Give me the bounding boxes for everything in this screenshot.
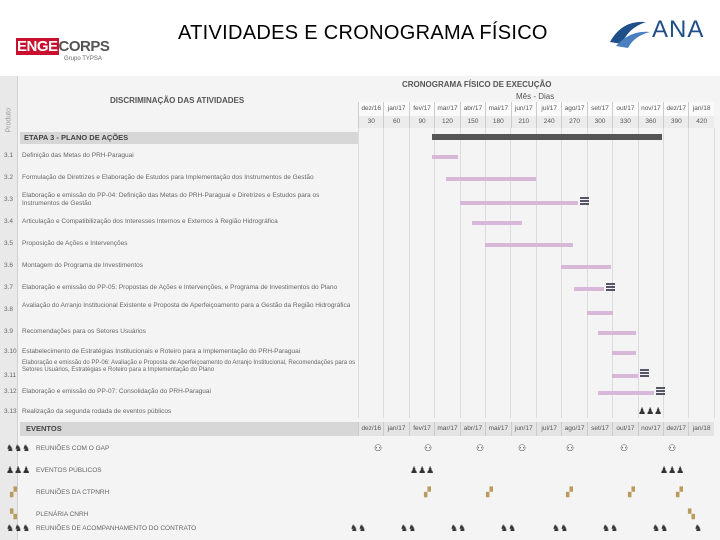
etapa-header: ETAPA 3 - PLANO DE AÇÕES [20,132,358,144]
meeting-icon: ⚇ [518,443,527,453]
slide-header [0,0,720,72]
month-cell: ago/17 [561,422,586,436]
activity-row [0,146,720,168]
day-cell: 180 [485,116,510,128]
month-cell: jun/17 [511,102,536,116]
month-cell: jan/18 [688,102,713,116]
ctpnrh-meeting-icon: ▞ [628,487,635,497]
event-row-public [0,460,720,482]
activity-text: Formulação de Diretrizes e Elaboração de Estudos para Implementação dos Instrumentos de Gestão [22,174,314,181]
activity-text: Montagem do Programa de Investimentos [22,262,144,269]
activity-bar [574,287,604,291]
activity-text: Avaliação do Arranjo Institucional Existente e Proposta de Aperfeiçoamento para a Gestão da Região Hidrográfica [22,302,351,309]
gantt-sheet [0,76,720,540]
cronograma-heading: CRONOGRAMA FÍSICO DE EXECUÇÃO [402,80,552,89]
activity-number: 3.10 [4,348,17,355]
contract-meeting-icon: ♞♞ [450,523,467,533]
public-event-icon: ♟♟♟ [6,465,31,475]
activity-number: 3.6 [4,262,14,269]
deliverable-doc-icon [656,386,666,396]
deliverable-doc-icon [640,368,650,378]
activity-row [0,402,720,424]
activity-number: 3.8 [4,306,14,313]
activity-text: Definição das Metas do PRH-Paraguai [22,152,134,159]
activity-number: 3.13 [4,408,17,415]
month-cell: nov/17 [638,422,663,436]
activity-text: Proposição de Ações e Intervenções [22,240,128,247]
event-label: REUNIÕES DA CTPNRH [36,489,110,496]
month-cell: dez/17 [663,102,688,116]
activity-number: 3.5 [4,240,14,247]
activity-number: 3.7 [4,284,14,291]
plenary-icon: ▚ [688,509,695,519]
activity-row [0,362,720,384]
activity-bar [612,374,638,378]
event-label: REUNIÕES DE ACOMPANHAMENTO DO CONTRATO [36,525,197,532]
event-label: EVENTOS PÚBLICOS [36,467,102,474]
month-cell: jan/18 [688,422,713,436]
activity-bar [587,311,613,315]
activity-row [0,212,720,234]
month-cell: nov/17 [638,102,663,116]
month-cell: mar/17 [434,102,459,116]
day-cell: 30 [358,116,383,128]
day-cell: 210 [511,116,536,128]
ctpnrh-meeting-icon: ▞ [676,487,683,497]
activity-text: Elaboração e emissão do PP-07: Consolidação do PRH-Paraguai [22,388,211,395]
activity-text: Articulação e Compatibilização dos Interesses Internos e Externos à Região Hidrográfica [22,218,278,225]
events-header: EVENTOS [20,422,358,436]
ctpnrh-meeting-icon: ▞ [486,487,493,497]
day-cell: 120 [434,116,459,128]
meeting-icon: ⚇ [476,443,485,453]
event-row-acompanhamento [0,518,720,540]
activity-row [0,382,720,404]
activity-bar [612,351,636,355]
ctpnrh-meeting-icon: ▞ [424,487,431,497]
day-cell: 60 [383,116,408,128]
month-cell: dez/16 [358,102,383,116]
activity-bar [598,391,654,395]
activity-number: 3.9 [4,328,14,335]
day-cell: 360 [638,116,663,128]
activity-row [0,190,720,212]
activity-text: Estabelecimento de Estratégias Institucionais e Roteiro para a Implementação do PRH-Paraguai [22,348,301,355]
month-cell: jun/17 [511,422,536,436]
discriminacao-heading: DISCRIMINAÇÃO DAS ATIVIDADES [110,96,245,105]
activity-row [0,278,720,300]
month-cell: ago/17 [561,102,586,116]
month-cell: out/17 [612,422,637,436]
public-event-icon: ♟♟♟ [638,406,663,416]
activity-text: Recomendações para os Setores Usuários [22,328,146,335]
public-event-icon: ♟♟♟ [660,465,685,475]
month-cell: fev/17 [409,102,434,116]
month-cell: out/17 [612,102,637,116]
days-header-row [358,116,714,128]
meeting-icon: ⚇ [566,443,575,453]
phase-label: Produto [5,107,13,133]
contract-meeting-icon: ♞♞♞ [6,523,31,533]
activity-row [0,234,720,256]
month-cell: mai/17 [485,422,510,436]
activity-bar [460,201,578,205]
meeting-icon: ⚇ [374,443,383,453]
month-cell: jul/17 [536,422,561,436]
day-cell: 270 [561,116,586,128]
activity-bar [598,331,636,335]
contract-meeting-icon: ♞♞ [602,523,619,533]
contract-meeting-icon: ♞ [694,523,703,533]
day-cell: 90 [409,116,434,128]
logo-engecorps-sub: Grupo TYPSA [64,56,102,62]
activity-number: 3.3 [4,196,14,203]
month-cell: abr/17 [460,102,485,116]
contract-meeting-icon: ♞♞ [652,523,669,533]
day-cell: 330 [612,116,637,128]
page-title: ATIVIDADES E CRONOGRAMA FÍSICO [178,22,548,44]
month-cell: mar/17 [434,422,459,436]
ana-logo [606,14,706,54]
activity-bar [472,221,522,225]
month-cell: abr/17 [460,422,485,436]
month-cell: mai/17 [485,102,510,116]
activity-number: 3.12 [4,388,17,395]
contract-meeting-icon: ♞♞ [400,523,417,533]
event-label: REUNIÕES COM O GAP [36,445,110,452]
activity-text: Elaboração e emissão do PP-04: Definição das Metas do PRH-Paraguai e Diretrizes e Estudos para os Instrumentos de Gestão [22,192,320,207]
month-cell: jan/17 [383,102,408,116]
day-cell: 240 [536,116,561,128]
contract-meeting-icon: ♞♞ [500,523,517,533]
day-cell: 420 [688,116,713,128]
activity-bar [446,177,536,181]
ctpnrh-meeting-icon: ▞ [10,487,17,497]
activity-text: Elaboração e emissão do PP-05: Propostas de Ações e Intervenções, e Programa de Investimentos do Plano [22,284,338,291]
engecorps-logo [12,36,112,64]
activity-bar [561,265,611,269]
month-cell: dez/17 [663,422,688,436]
month-cell: set/17 [587,102,612,116]
month-cell: dez/16 [358,422,383,436]
month-cell: jan/17 [383,422,408,436]
etapa-duration-bar [432,134,662,140]
meeting-icon: ⚇ [668,443,677,453]
events-month-row [358,422,714,436]
public-event-icon: ♟♟♟ [410,465,435,475]
activity-number: 3.2 [4,174,14,181]
day-cell: 150 [460,116,485,128]
activity-bar [432,155,458,159]
month-cell: fev/17 [409,422,434,436]
day-cell: 390 [663,116,688,128]
mes-dias-label: Mês - Dias [516,92,555,101]
activity-number: 3.11 [4,372,17,379]
logo-engecorps-a: ENGE [17,38,58,55]
ana-logo-text: ANA [652,16,705,43]
plenary-icon: ▚ [10,509,17,519]
activity-number: 3.1 [4,152,14,159]
meeting-icon: ⚇ [620,443,629,453]
activity-number: 3.4 [4,218,14,225]
ctpnrh-meeting-icon: ▞ [566,487,573,497]
meeting-icon: ⚇ [424,443,433,453]
contract-meeting-icon: ♞♞ [350,523,367,533]
event-row-gap [0,438,720,460]
event-label: PLENÁRIA CNRH [36,511,89,518]
activity-text: Realização da segunda rodada de eventos públicos [22,408,172,415]
activity-bar [485,243,573,247]
deliverable-doc-icon [580,196,590,206]
deliverable-doc-icon [606,282,616,292]
month-cell: set/17 [587,422,612,436]
ana-wave-icon [608,16,652,50]
month-cell: jul/17 [536,102,561,116]
event-row-ctpnrh [0,482,720,504]
day-cell: 300 [587,116,612,128]
activity-row [0,300,720,322]
meeting-icon: ♞♞♞ [6,443,31,453]
logo-engecorps-b: CORPS [58,38,110,55]
activity-text: Elaboração e emissão do PP-06: Avaliação e Proposta de Aperfeiçoamento do Arranjo Institucional, Recomendações para os Setores Usuários, Estratégias e Roteiro para a Implementação do Plano [22,360,356,373]
activity-row [0,168,720,190]
activity-row [0,322,720,344]
activity-row [0,256,720,278]
contract-meeting-icon: ♞♞ [552,523,569,533]
month-header-row [358,102,714,116]
